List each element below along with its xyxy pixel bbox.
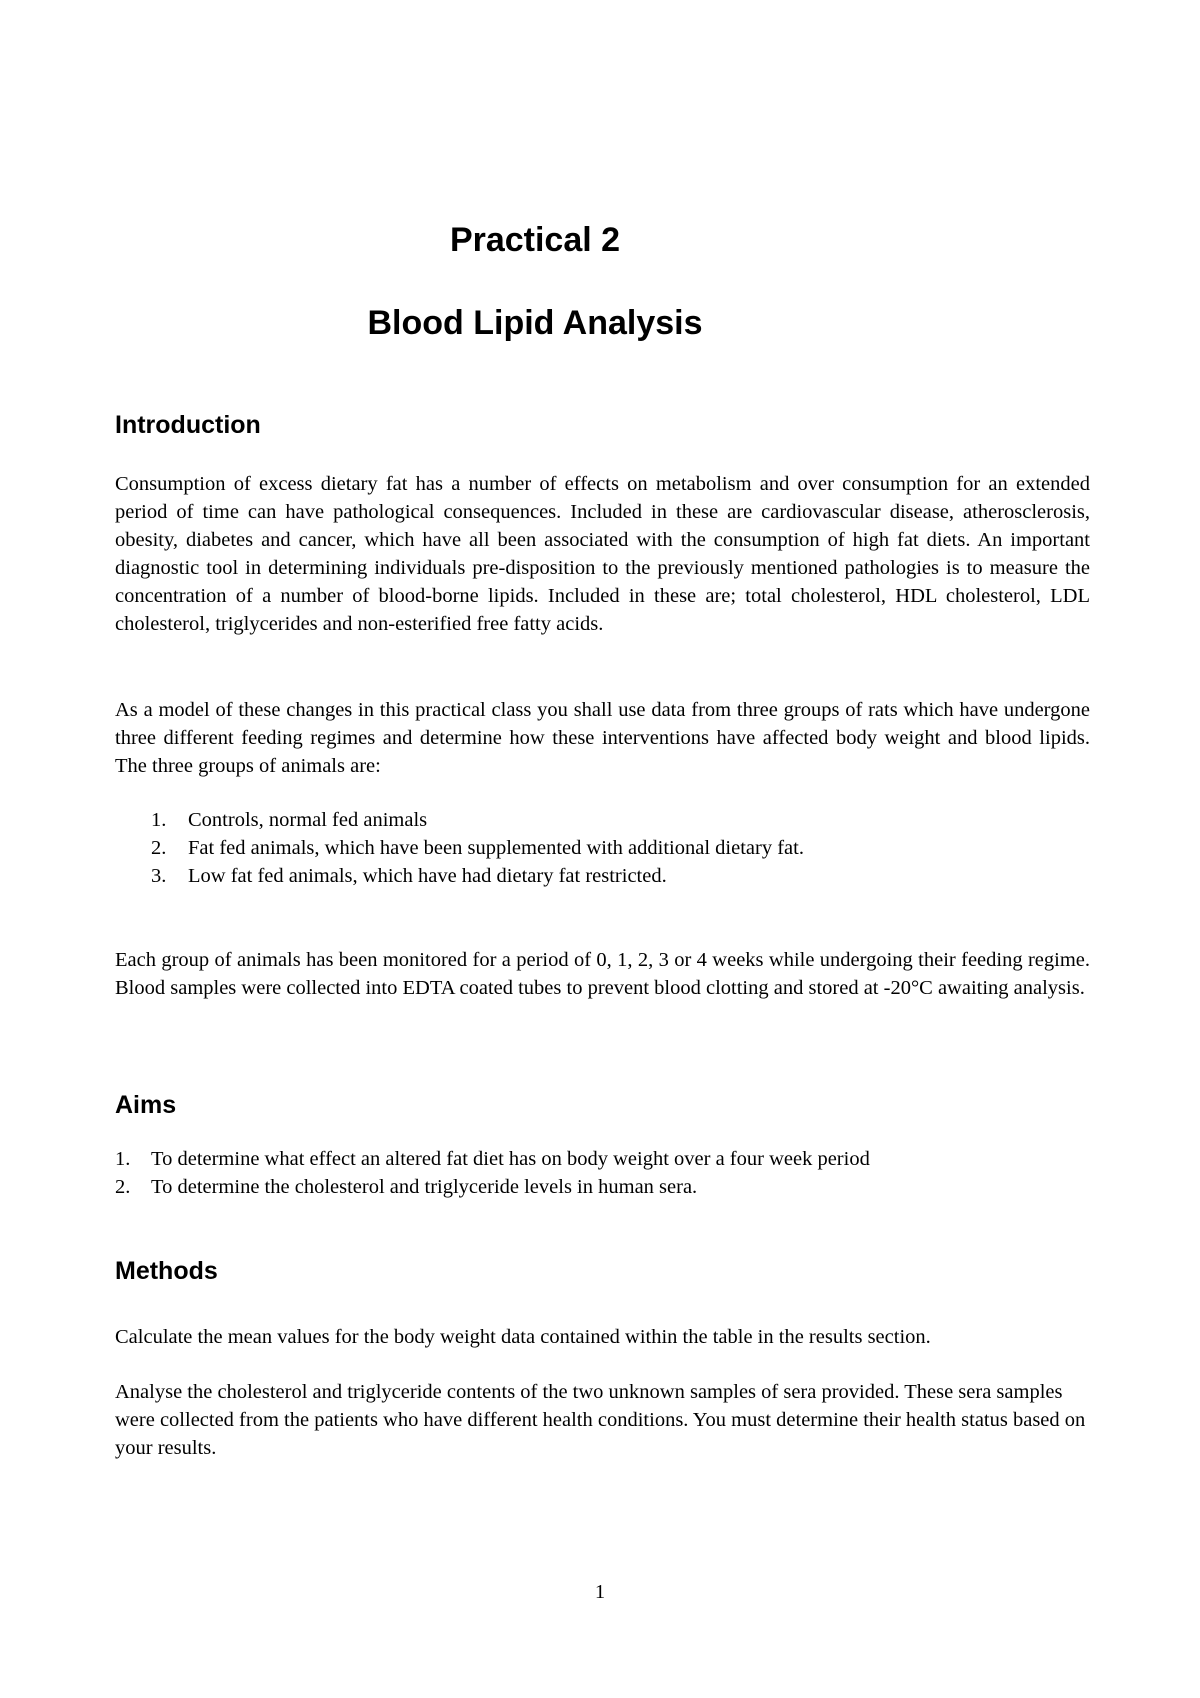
list-item [151,806,1091,834]
list-item [115,1173,1090,1201]
methods-paragraph-1: Calculate the mean values for the body weight data contained within the table in the results section. [115,1326,931,1348]
practical-title: Practical 2 [449,221,621,259]
document-title: Blood Lipid Analysis [367,304,703,342]
introduction-paragraph-2: As a model of these changes in this practical class you shall use data from three groups of rats which have undergone three different feeding regimes and determine how these interventions have affected body weight and blood lipids. The three groups of animals are: [115,699,1090,777]
list-item-number: 1. [115,1148,131,1170]
list-item-number: 2. [115,1176,131,1198]
animal-groups-list [151,806,1091,890]
list-item [151,834,1091,862]
list-item-number: 3. [151,865,167,887]
introduction-heading: Introduction [115,411,261,439]
list-item-text: Fat fed animals, which have been supplemented with additional dietary fat. [188,837,804,859]
list-item [151,862,1091,890]
list-item-text: Low fat fed animals, which have had dietary fat restricted. [188,865,667,887]
aims-heading: Aims [115,1091,177,1119]
list-item-text: Controls, normal fed animals [188,809,428,831]
list-item-number: 2. [151,837,167,859]
introduction-paragraph-3: Each group of animals has been monitored for a period of 0, 1, 2, 3 or 4 weeks while undergoing their feeding regime. Blood samples were collected into EDTA coated tubes to prevent blood clotting and stored at -20°C awaiting analysis. [115,949,1090,999]
methods-heading: Methods [115,1257,218,1285]
list-item-number: 1. [151,809,167,831]
aims-list [115,1145,1090,1201]
introduction-paragraph-1: Consumption of excess dietary fat has a number of effects on metabolism and over consumption for an extended period of time can have pathological consequences. Included in these are cardiovascular disease, atherosclerosis, obesity, diabetes and cancer, which have all been associated with the consumption of high fat diets. An important diagnostic tool in determining individuals pre-disposition to the previously mentioned pathologies is to measure the concentration of a number of blood-borne lipids. Included in these are; total cholesterol, HDL cholesterol, LDL cholesterol, triglycerides and non-esterified free fatty acids. [115,473,1090,635]
page-number: 1 [594,1581,606,1603]
list-item-text: To determine the cholesterol and triglyceride levels in human sera. [151,1176,698,1198]
list-item [115,1145,1090,1173]
methods-paragraph-2: Analyse the cholesterol and triglyceride contents of the two unknown samples of sera provided. These sera samples were collected from the patients who have different health conditions. You must determine their health status based on your results. [115,1381,1086,1459]
list-item-text: To determine what effect an altered fat diet has on body weight over a four week period [151,1148,870,1170]
